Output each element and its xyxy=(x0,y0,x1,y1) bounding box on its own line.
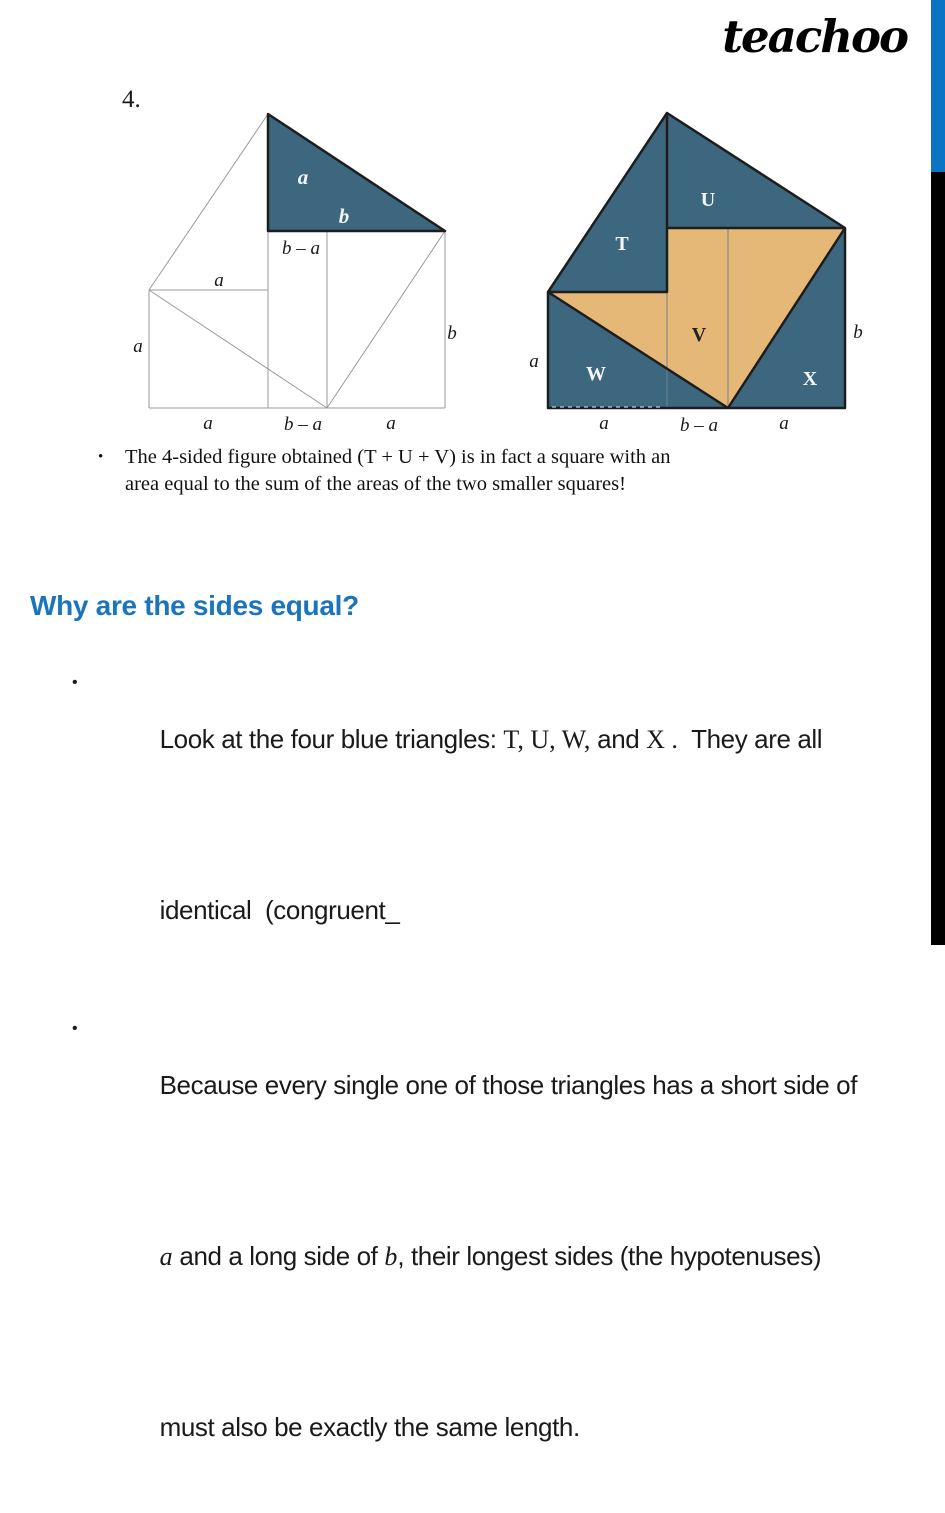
left-label-b-right: b xyxy=(447,323,457,344)
region-label-V: V xyxy=(691,324,707,346)
region-label-T: T xyxy=(615,233,629,255)
section-heading: Why are the sides equal? xyxy=(30,590,359,621)
why-bullet-1-line-2 xyxy=(105,825,822,996)
region-label-U: U xyxy=(700,189,716,211)
why-bullet-2-line-3 xyxy=(105,1342,857,1513)
text-segment: They are all xyxy=(677,724,823,754)
text-segment: must also be exactly the same length. xyxy=(159,1412,580,1442)
left-label-a-inside: a xyxy=(297,165,309,189)
right-label-b-right: b xyxy=(853,322,863,343)
note-line-1: The 4-sided figure obtained (T + U + V) is in fact a square with an xyxy=(125,446,671,468)
why-bullet-2-line-2 xyxy=(105,1171,857,1342)
text-segment: identical (congruent_ xyxy=(159,895,400,925)
text-segment: , their longest sides (the hypotenuses) xyxy=(397,1241,822,1271)
why-bullet-2 xyxy=(72,1000,932,1513)
left-label-a-mid: a xyxy=(214,270,224,291)
text-segment: and xyxy=(590,724,647,754)
region-label-X: X xyxy=(802,368,818,390)
text-segment: Look at the four blue triangles: xyxy=(159,724,504,754)
text-segment-serif: X . xyxy=(646,725,678,754)
note-line-2: area equal to the sum of the areas of the two smaller squares! xyxy=(125,473,626,495)
why-bullet-2-line-1 xyxy=(105,1000,857,1171)
note-bullet xyxy=(98,444,878,498)
why-bullet-1-line-1 xyxy=(105,654,822,825)
right-label-a-bottom-right: a xyxy=(779,413,789,434)
right-label-a-bottom-left: a xyxy=(599,413,609,434)
left-diagram-svg xyxy=(100,85,480,445)
bullet-dot: • xyxy=(72,674,78,691)
left-label-b-minus-a-top: b – a xyxy=(282,238,320,259)
left-blue-triangle xyxy=(268,114,445,231)
right-label-b-minus-a-bottom: b – a xyxy=(680,415,718,436)
text-segment-italic-b: b xyxy=(384,1242,398,1271)
left-label-a-bottom-right: a xyxy=(386,413,396,434)
left-label-b-minus-a-bottom: b – a xyxy=(284,414,322,435)
why-bullet-2-text xyxy=(105,1000,857,1513)
right-label-a-left: a xyxy=(529,351,539,372)
left-label-a-left: a xyxy=(133,336,143,357)
text-segment: Because every single one of those triangles has a short side of xyxy=(159,1070,858,1100)
region-label-W: W xyxy=(586,363,606,385)
note-text xyxy=(125,444,671,498)
text-segment-serif: T, U, W, xyxy=(503,725,591,754)
teachoo-logo: teachoo xyxy=(722,10,907,63)
item-number: 4. xyxy=(122,86,141,113)
text-segment: and a long side of xyxy=(172,1241,385,1271)
bullet-dot: • xyxy=(72,1020,78,1037)
text-segment-italic-a: a xyxy=(159,1242,173,1271)
left-label-b-inside: b xyxy=(338,204,350,228)
bullet-dot: • xyxy=(98,449,104,465)
why-bullet-list xyxy=(72,654,932,1513)
right-diagram-svg xyxy=(510,85,940,445)
left-label-a-bottom-left: a xyxy=(203,413,213,434)
